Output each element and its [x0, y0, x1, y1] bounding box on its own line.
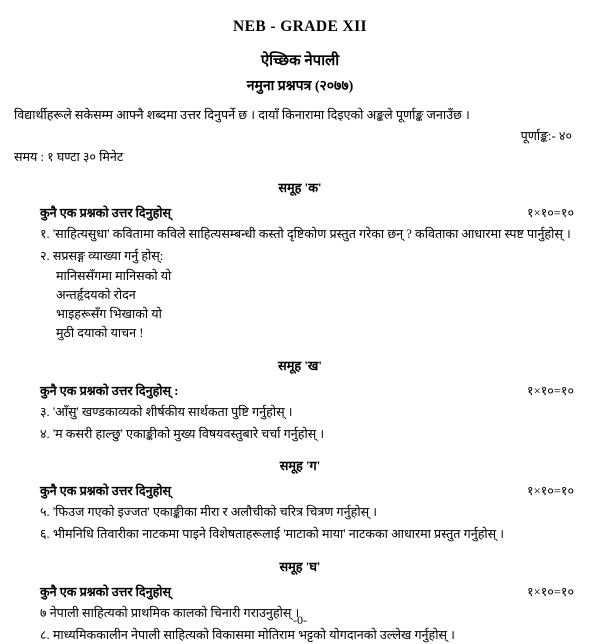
poem-line: मानिससँगमा मानिसको यो: [56, 268, 172, 283]
group-heading-ka: समूह 'क': [278, 181, 322, 195]
directive-row-gha: [14, 583, 586, 600]
subject-title: ऐच्छिक नेपाली: [260, 53, 340, 69]
question-item: १. 'साहित्यसुधा' कवितामा कविले साहित्यसम्बन्धी कस्तो दृष्टिकोण प्रस्तुत गरेका छन् ? कविताका आधारमा स्पष्ट पार्नुहोस् ।: [40, 227, 571, 241]
paper-type-title: नमुना प्रश्नपत्र (२०७७): [246, 79, 354, 94]
poem-line: भाइहरूसँग भिखाको यो: [56, 307, 162, 321]
directive-row-ga: [14, 482, 586, 499]
question-item: ३. 'आँसु' खण्डकाव्यको शीर्षकीय सार्थकता पुष्टि गर्नुहोस् ।: [40, 404, 293, 419]
directive-marks-gha: १×१०=१०: [527, 584, 574, 599]
group-heading-gha: समूह 'घ': [279, 559, 321, 574]
instruction-text: विद्यार्थीहरूले सकेसम्म आफ्नै शब्दमा उत्तर दिनुपर्ने छ । दायाँ किनारामा दिइएको अङ्कले पूर्णाङ्क जनाउँछ ।: [14, 108, 470, 122]
question-item: ७ नेपाली साहित्यको प्राथमिक कालको चिनारी गराउनुहोस् ।: [40, 605, 300, 620]
directive-text-kha: कुनै एक प्रश्नको उत्तर दिनुहोस् :: [40, 383, 179, 398]
poem-line: मुठी दयाको याचन !: [56, 326, 144, 341]
directive-marks-ga: १×१०=१०: [527, 484, 574, 498]
question-item: ६. भीमनिधि तिवारीका नाटकमा पाइने विशेषताहरूलाई 'माटाको माया' नाटकका आधारमा प्रस्तुत गर्नुहोस् ।: [40, 527, 505, 542]
page-title: NEB - GRADE XII: [233, 18, 367, 35]
group-heading-kha: समूह 'ख': [278, 358, 322, 373]
directive-text-ka: कुनै एक प्रश्नको उत्तर दिनुहोस्: [40, 206, 172, 220]
question-item: ५. 'फिउज गएको इज्जत' एकाङ्कीका मीरा र अलौचीको चरित्र चित्रण गर्नुहोस् ।: [40, 505, 378, 519]
directive-row-kha: [14, 382, 586, 399]
poem-line: अन्तर्हृदयको रोदन: [56, 287, 136, 302]
directive-text-ga: कुनै एक प्रश्नको उत्तर दिनुहोस्: [40, 484, 172, 498]
time-allowed-text: समय : १ घण्टा ३० मिनेट: [14, 150, 124, 164]
question-item: २. सप्रसङ्ग व्याख्या गर्नु होस्:: [40, 249, 164, 264]
page-footer: -0-: [293, 613, 307, 627]
directive-text-gha: कुनै एक प्रश्नको उत्तर दिनुहोस्: [40, 584, 172, 599]
question-item: ४. 'म कसरी हाल्छु' एकाङ्कीको मुख्य विषयवस्तुबारे चर्चा गर्नुहोस् ।: [40, 426, 325, 441]
question-item: ८. माध्यमिककालीन नेपाली साहित्यको विकासमा मोतिराम भट्टको योगदानको उल्लेख गर्नुहोस् ।: [40, 627, 455, 642]
directive-row-ka: [14, 204, 586, 221]
directive-marks-kha: १×१०=१०: [527, 383, 574, 398]
group-heading-ga: समूह 'ग': [279, 459, 321, 473]
full-marks-text: पूर्णाङ्क:- ४०: [520, 129, 572, 143]
directive-marks-ka: १×१०=१०: [527, 206, 574, 220]
